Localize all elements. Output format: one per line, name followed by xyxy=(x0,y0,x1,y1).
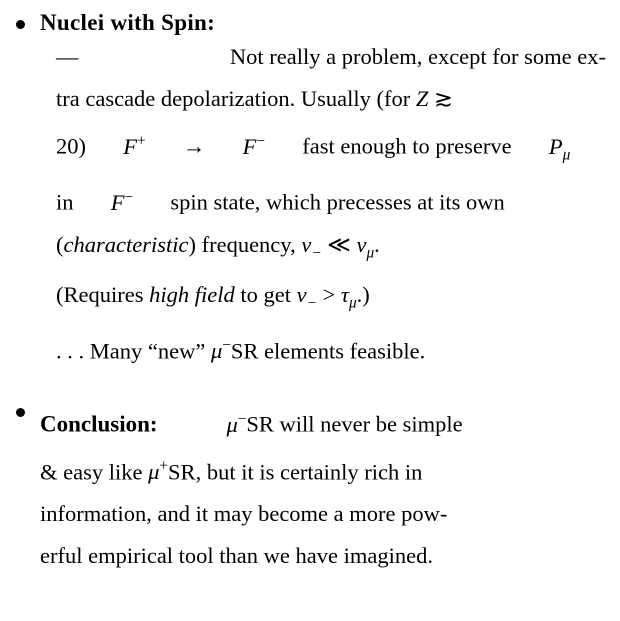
heading-conclusion: Conclusion: xyxy=(40,411,158,437)
text-line xyxy=(40,398,606,446)
line-text: 20) xyxy=(56,133,86,159)
text-line xyxy=(56,274,606,325)
section-spacer xyxy=(10,372,606,392)
math-var-p-mu: $P_\mu$ xyxy=(548,133,571,163)
bullet-dot-icon xyxy=(16,20,25,29)
math-var-f-minus: F− xyxy=(110,188,134,215)
emphasis-high-field: high field xyxy=(149,282,235,307)
math-var-tau-mu: $\tau_\mu$ xyxy=(340,282,357,312)
math-var-f-plus: F+ xyxy=(123,132,146,159)
text-line: erful empirical tool than we have imagined. xyxy=(40,543,433,568)
bullet-item-nuclei-with-spin xyxy=(10,10,606,372)
paren-open: ( xyxy=(56,231,64,257)
math-var-nu-minus: $\nu_-$ xyxy=(296,282,317,312)
math-var-nu-minus: $\nu_-$ xyxy=(301,231,322,261)
text-line xyxy=(56,325,606,373)
line-text: to get xyxy=(240,282,291,307)
line-text: & easy like xyxy=(40,459,143,484)
paren-close-period: .) xyxy=(356,282,370,307)
line-text: . . . Many “new” xyxy=(56,338,206,363)
math-var-z: Z xyxy=(415,86,429,111)
line-text: fast enough to preserve xyxy=(302,133,512,159)
bullet-item-conclusion xyxy=(10,398,606,577)
math-rel-gtrsim: ≳ xyxy=(433,86,453,111)
heading-nuclei-with-spin: Nuclei with Spin: xyxy=(40,10,216,35)
math-var-nu-mu: $\nu_\mu$ xyxy=(356,231,375,261)
paragraph-nuclei-with-spin xyxy=(40,36,606,372)
math-rel-greater: > xyxy=(322,282,336,307)
math-var-mu-plus: μ+ xyxy=(148,457,169,484)
line-text: in xyxy=(56,189,74,215)
math-rel-much-less: ≪ xyxy=(327,231,351,257)
text-line xyxy=(40,446,606,494)
text-line xyxy=(56,36,606,78)
text-line xyxy=(56,224,606,275)
text-line xyxy=(56,120,606,176)
line-text: SR will never be simple xyxy=(246,411,463,437)
line-text: (Requires xyxy=(56,282,144,307)
math-var-mu-minus: μ− xyxy=(226,410,247,437)
line-text: spin state, which precesses at its own xyxy=(170,189,505,215)
line-text: SR, but it is certainly rich in xyxy=(168,459,423,484)
math-var-mu-minus: μ− xyxy=(210,336,231,363)
math-var-f-minus: F− xyxy=(242,132,266,159)
text-line: information, and it may become a more pow- xyxy=(40,501,448,526)
line-text: SR elements feasible. xyxy=(230,338,426,363)
math-arrow: → xyxy=(182,133,206,159)
em-dash: — xyxy=(56,44,79,69)
bullet-dot-icon xyxy=(16,408,25,417)
text-line xyxy=(56,176,606,224)
text-line xyxy=(56,78,606,120)
line-text: tra cascade depolarization. Usually (for xyxy=(56,86,411,111)
line-text: ) frequency, xyxy=(188,231,296,257)
period: . xyxy=(374,231,380,257)
emphasis-characteristic: characteristic xyxy=(63,231,189,257)
paragraph-conclusion xyxy=(40,398,606,577)
line-text: Not really a problem, except for some ex- xyxy=(229,44,606,69)
